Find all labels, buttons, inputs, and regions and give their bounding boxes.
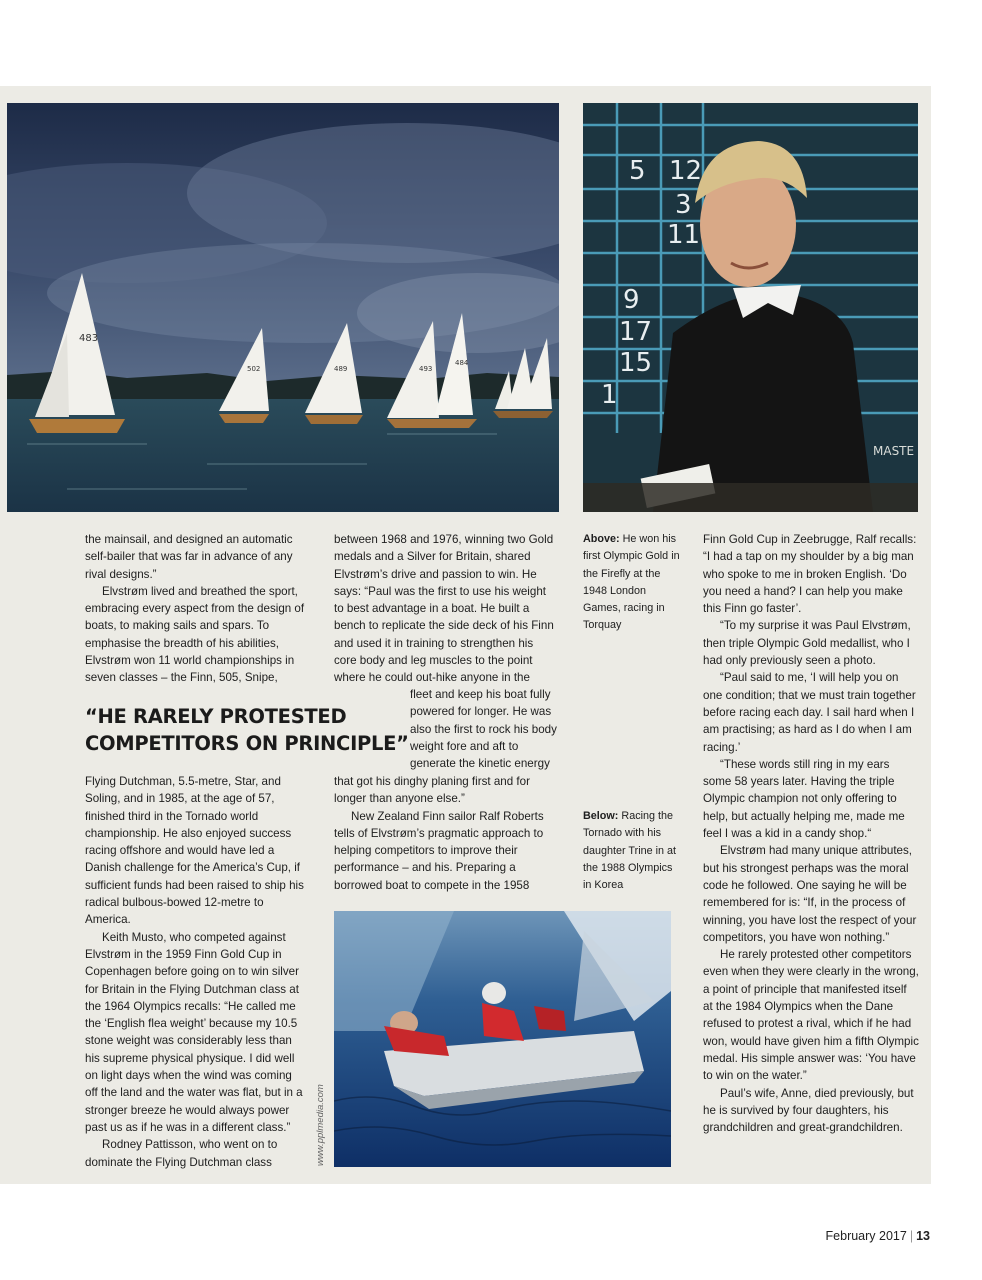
sail-number: 502 bbox=[247, 365, 261, 373]
paragraph: that got his dinghy planing first and for longer than anyone else.” bbox=[334, 775, 530, 806]
paragraph: Finn Gold Cup in Zeebrugge, Ralf recalls: “I had a tap on my shoulder by a big man who spoke to me in broken English. ‘Do you need a hand? I can help you make this Finn go faster’. bbox=[703, 533, 917, 616]
article-column-4 bbox=[703, 531, 919, 1136]
board-number: 11 bbox=[667, 220, 701, 250]
tornado-racing-photo bbox=[334, 911, 671, 1167]
paragraph: Elvstrøm had many unique attributes, but his strongest perhaps was the moral code he followed. One saying he will be remembered for is: “If, in the process of winning, you have lost the respect of your competitors, you have won nothing.” bbox=[703, 844, 917, 944]
sail-number: 493 bbox=[419, 365, 433, 373]
paragraph: Flying Dutchman, 5.5-metre, Star, and Soling, and in 1985, at the age of 57, finished third in the Tornado world championship. He also enjoyed success racing offshore and would have led a Danish challenge for the America’s Cup, if sufficient funds had been raised to ship his radical bulbous-bowed 12-metre to America. bbox=[85, 775, 304, 927]
issue-date: February 2017 bbox=[825, 1229, 907, 1243]
paragraph: New Zealand Finn sailor Ralf Roberts tells of Elvstrøm’s pragmatic approach to helping competitors to improve their performance – and his. Preparing a borrowed boat to compete in the 1958 bbox=[334, 809, 544, 892]
board-number: 15 bbox=[619, 348, 653, 378]
article-column-1-continued bbox=[85, 773, 305, 1171]
article-column-2-narrow bbox=[410, 686, 560, 772]
paragraph: Keith Musto, who competed against Elvstrøm in the 1959 Finn Gold Cup in Copenhagen before going on to win silver for Britain in the Flying Dutchman class at the 1964 Olympics recalls: “He called me the ‘English flea weight’ because my 10.5 stone weight was considerably less than his supreme physical physique. I did well on light days when the wind was coming off the land and the water was flat, but in a stronger breeze he would always power past us as if he was in a different class.” bbox=[85, 930, 303, 1134]
caption-above bbox=[583, 531, 683, 635]
paragraph: Paul’s wife, Anne, died previously, but he is survived by four daughters, his grandchildren and great-grandchildren. bbox=[703, 1086, 914, 1135]
caption-label: Below: bbox=[583, 810, 619, 822]
article-column-2 bbox=[334, 531, 556, 687]
portrait-photo bbox=[583, 103, 918, 512]
paragraph: “These words still ring in my ears some 58 years later. Having the triple Olympic champion not only offering to help, but actually helping me, made me feel I was a kid in a candy shop.“ bbox=[703, 757, 905, 841]
sail-number: 484 bbox=[455, 359, 469, 367]
caption-text: He won his first Olympic Gold in the Firefly at the 1948 London Games, racing in Torquay bbox=[583, 533, 680, 632]
board-sign: MASTE bbox=[873, 444, 915, 458]
sail-number: 489 bbox=[334, 365, 348, 373]
paragraph: “To my surprise it was Paul Elvstrøm, then triple Olympic Gold medallist, who I had only previously seen a photo. bbox=[703, 619, 911, 668]
board-number: 9 bbox=[623, 285, 640, 315]
paragraph: fleet and keep his boat fully powered for longer. He was also the first to rock his body weight fore and aft to generate the kinetic energy bbox=[410, 688, 557, 771]
article-column-1 bbox=[85, 531, 305, 687]
pull-quote: “HE RARELY PROTESTED COMPETITORS ON PRINCIPLE” bbox=[85, 705, 409, 755]
paragraph: between 1968 and 1976, winning two Gold medals and a Silver for Britain, shared Elvstrøm’s drive and passion to win. He says: “Paul was the first to use his weight to best advantage in a boat. He built a bench to replicate the side deck of his Finn and used it in training to strengthen his core body and leg muscles to the point where he could out-hike anyone in the bbox=[334, 533, 554, 685]
paragraph: He rarely protested other competitors even when they were clearly in the wrong, a point of principle that manifested itself at the 1984 Olympics when the Dane refused to protest a rival, which if he had won, would have given him a fifth Olympic medal. His simple answer was: ‘You have to win on the water.” bbox=[703, 948, 919, 1083]
photo-credit: www.pplmedia.com bbox=[315, 1084, 326, 1166]
article-column-2-continued bbox=[334, 773, 556, 894]
board-number: 3 bbox=[675, 190, 692, 220]
paragraph: the mainsail, and designed an automatic self-bailer that was far in advance of any rival designs.” bbox=[85, 533, 293, 581]
sail-number: 483 bbox=[79, 333, 99, 344]
board-number: 17 bbox=[619, 317, 653, 347]
caption-text: Racing the Tornado with his daughter Trine in at the 1988 Olympics in Korea bbox=[583, 810, 677, 892]
board-number: 12 bbox=[669, 156, 703, 186]
sailing-fleet-photo bbox=[7, 103, 559, 512]
caption-below bbox=[583, 808, 683, 894]
page-footer: February 2017 | 13 bbox=[825, 1229, 930, 1243]
paragraph: “Paul said to me, ‘I will help you on one condition; that we must train together before racing each day. I sail hard when I am practising; as hard as I do when I am racing.’ bbox=[703, 671, 916, 754]
page-number: 13 bbox=[916, 1229, 930, 1243]
paragraph: Rodney Pattisson, who went on to dominate the Flying Dutchman class bbox=[85, 1138, 278, 1169]
paragraph: Elvstrøm lived and breathed the sport, embracing every aspect from the design of boats, to making sails and spars. To emphasise the breadth of his abilities, Elvstrøm won 11 world championships in seven classes – the Finn, 505, Snipe, bbox=[85, 584, 305, 685]
board-number: 1 bbox=[601, 380, 618, 410]
caption-label: Above: bbox=[583, 533, 620, 545]
board-number: 5 bbox=[629, 156, 646, 186]
